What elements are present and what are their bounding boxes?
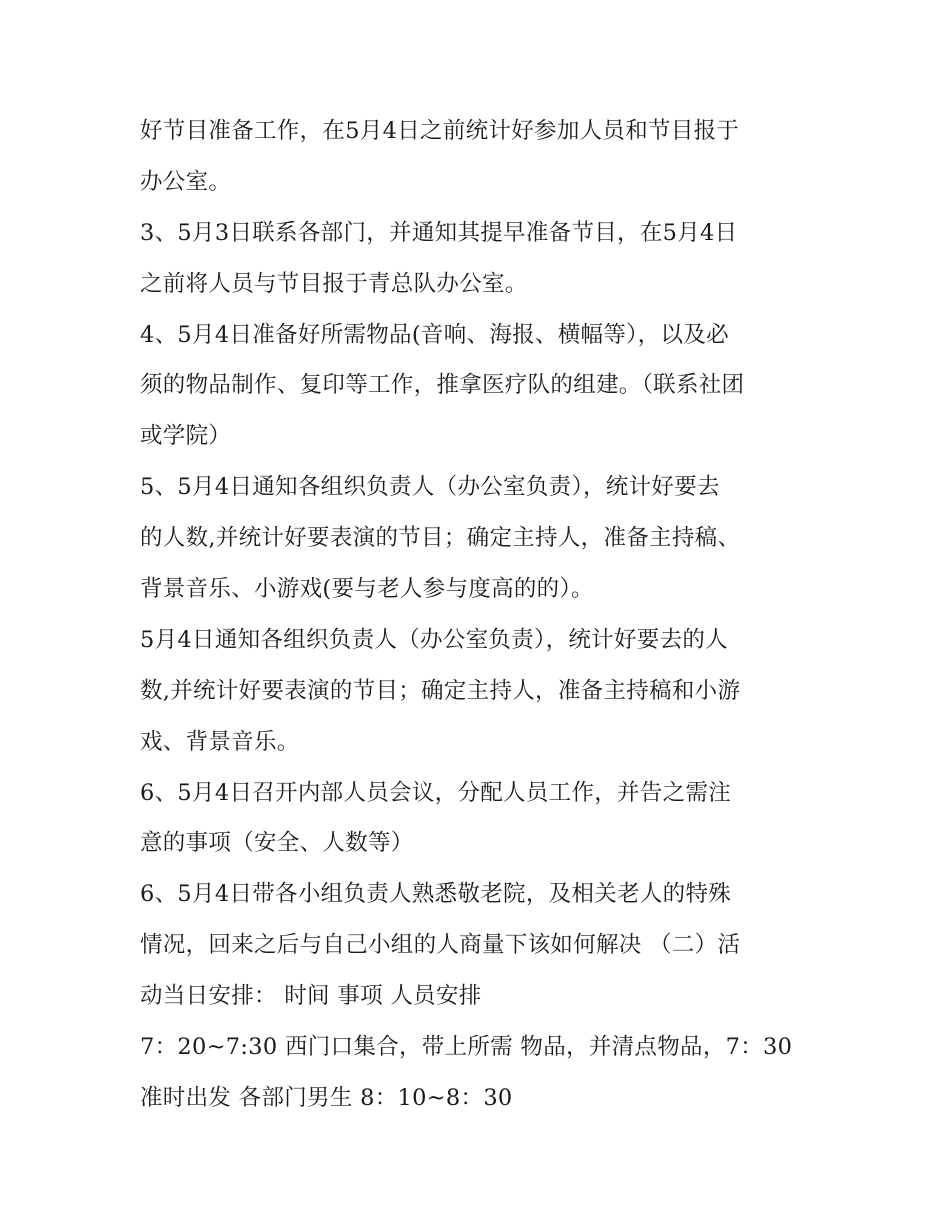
- text-line-5: 4、5月4日准备好所需物品(音响、海报、横幅等），以及必: [140, 321, 729, 348]
- text-line-15: 意的事项（安全、人数等）: [140, 830, 414, 857]
- text-line-2: 办公室。: [140, 168, 232, 195]
- text-line-6: 须的物品制作、复印等工作，推拿医疗队的组建。（联系社团: [140, 372, 745, 399]
- document-body: [140, 106, 830, 1124]
- text-line-14: 6、5月4日召开内部人员会议，分配人员工作，并告之需注: [140, 779, 732, 806]
- text-line-16: 6、5月4日带各小组负责人熟悉敬老院，及相关老人的特殊: [140, 881, 732, 908]
- text-line-8: 5、5月4日通知各组织负责人（办公室负责），统计好要去: [140, 474, 720, 501]
- text-line-13: 戏、背景音乐。: [140, 728, 300, 755]
- text-line-7: 或学院）: [140, 423, 232, 450]
- text-line-9: 的人数,并统计好要表演的节目；确定主持人，准备主持稿、: [140, 525, 741, 552]
- text-line-4: 之前将人员与节目报于青总队办公室。: [140, 270, 528, 297]
- text-line-18: 动当日安排： 时间 事项 人员安排: [140, 983, 482, 1010]
- text-line-17: 情况，回来之后与自己小组的人商量下该如何解决 （二）活: [140, 932, 741, 959]
- text-line-11: 5月4日通知各组织负责人（办公室负责），统计好要去的人: [140, 626, 728, 653]
- text-line-19: 7：20~7:30 西门口集合，带上所需 物品，并清点物品，7：30: [140, 1034, 793, 1061]
- text-line-12: 数,并统计好要表演的节目；确定主持人，准备主持稿和小游: [140, 677, 741, 704]
- text-line-3: 3、5月3日联系各部门，并通知其提早准备节目，在5月4日: [140, 219, 738, 246]
- text-line-1: 好节目准备工作，在5月4日之前统计好参加人员和节目报于: [140, 118, 740, 144]
- text-line-20: 准时出发 各部门男生 8：10~8：30: [140, 1084, 513, 1111]
- text-line-10: 背景音乐、小游戏(要与老人参与度高的的）。: [140, 576, 594, 603]
